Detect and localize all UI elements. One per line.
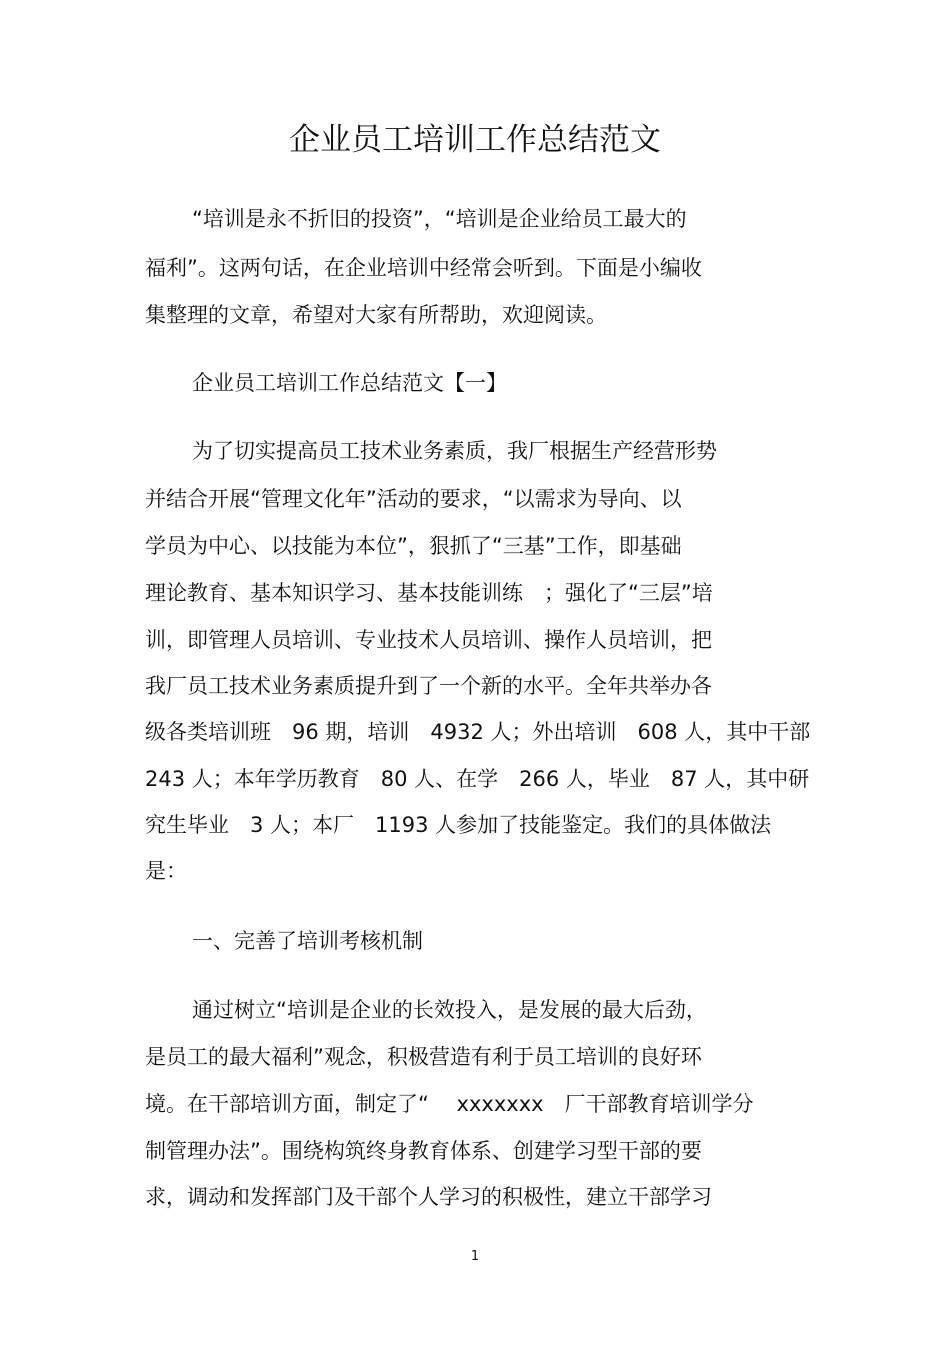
paragraph-line: 究生毕业 3 人；本厂 1193 人参加了技能鉴定。我们的具体做法 xyxy=(145,813,772,837)
paragraph-line: 训，即管理人员培训、专业技术人员培训、操作人员培训，把 xyxy=(145,628,712,652)
paragraph-line: 是员工的最大福利”观念，积极营造有利于员工培训的良好环 xyxy=(145,1045,702,1069)
paragraph-line: 制管理办法”。围绕构筑终身教育体系、创建学习型干部的要 xyxy=(145,1139,702,1163)
paragraph-line: 理论教育、基本知识学习、基本技能训练 ；强化了“三层”培 xyxy=(145,581,713,605)
section-heading: 企业员工培训工作总结范文【一】 xyxy=(192,371,507,395)
paragraph-line: 求，调动和发挥部门及干部个人学习的积极性，建立干部学习 xyxy=(145,1185,712,1209)
paragraph-line: 级各类培训班 96 期，培训 4932 人；外出培训 608 人，其中干部 xyxy=(145,720,811,744)
paragraph-line: 集整理的文章，希望对大家有所帮助，欢迎阅读。 xyxy=(145,303,607,327)
paragraph-line: 通过树立“培训是企业的长效投入，是发展的最大后劲， xyxy=(192,998,707,1022)
paragraph-line: 并结合开展“管理文化年”活动的要求，“以需求为导向、以 xyxy=(145,487,682,511)
paragraph-line: 是： xyxy=(145,859,187,883)
paragraph-line: “培训是永不折旧的投资”，“培训是企业给员工最大的 xyxy=(192,207,687,231)
paragraph-line: 学员为中心、以技能为本位”，狠抓了“三基”工作，即基础 xyxy=(145,534,682,558)
paragraph-line: 境。在干部培训方面，制定了“ xxxxxxx 厂干部教育培训学分 xyxy=(145,1092,754,1116)
page-number: 1 xyxy=(470,1249,480,1264)
paragraph-line: 福利”。这两句话，在企业培训中经常会听到。下面是小编收 xyxy=(145,256,702,280)
paragraph-line: 为了切实提高员工技术业务素质，我厂根据生产经营形势 xyxy=(192,439,717,463)
paragraph-line: 243 人；本年学历教育 80 人、在学 266 人，毕业 87 人，其中研 xyxy=(145,767,810,791)
section-heading: 一、完善了培训考核机制 xyxy=(192,929,423,953)
document-title: 企业员工培训工作总结范文 xyxy=(289,122,661,158)
paragraph-line: 我厂员工技术业务素质提升到了一个新的水平。全年共举办各 xyxy=(145,674,712,698)
